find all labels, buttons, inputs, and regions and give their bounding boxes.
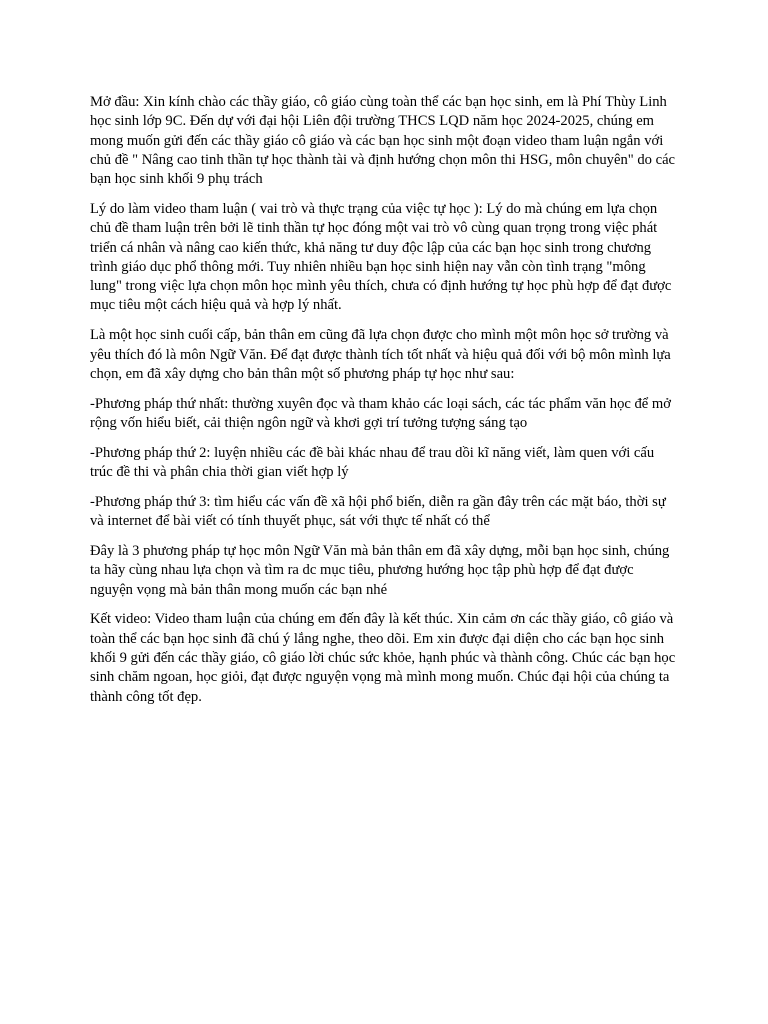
paragraph-method-3: -Phương pháp thứ 3: tìm hiểu các vấn đề xã hội phổ biến, diễn ra gần đây trên các mặt báo, thời sự và internet để bài viết có tính thuyết phục, sát với thực tế nhất có thể <box>90 493 666 530</box>
paragraph-reason: Lý do làm video tham luận ( vai trò và thực trạng của việc tự học ): Lý do mà chúng em lựa chọn chủ đề tham luận trên bởi lẽ tinh thần tự học đóng một vai trò vô cùng quan trọng trong việc phát triển cá nhân và nâng cao kiến thức, khả năng tư duy độc lập của các bạn học sinh trong chương trình giáo dục phổ thông mới. Tuy nhiên nhiều bạn học sinh hiện nay vẫn còn tình trạng "mông lung" trong việc lựa chọn môn học mình yêu thích, chưa có định hướng tự học phù hợp để đạt được mục tiêu một cách hiệu quả và hợp lý nhất. <box>90 200 672 314</box>
paragraph-method-1: -Phương pháp thứ nhất: thường xuyên đọc và tham khảo các loại sách, các tác phẩm văn học để mở rộng vốn hiểu biết, cải thiện ngôn ngữ và khơi gợi trí tưởng tượng sáng tạo <box>90 395 671 431</box>
paragraph-summary: Đây là 3 phương pháp tự học môn Ngữ Văn mà bản thân em đã xây dựng, mỗi bạn học sinh, chúng ta hãy cùng nhau lựa chọn và tìm ra dc mục tiêu, phương hướng học tập phù hợp để đạt được nguyện vọng mà bản thân mong muốn các bạn nhé <box>90 542 670 598</box>
paragraph-method-2: -Phương pháp thứ 2: luyện nhiều các đề bài khác nhau để trau dồi kĩ năng viết, làm quen với cấu trúc đề thi và phân chia thời gian viết hợp lý <box>90 444 655 481</box>
paragraph-personal-choice: Là một học sinh cuối cấp, bản thân em cũng đã lựa chọn được cho mình một môn học sở trường và yêu thích đó là môn Ngữ Văn. Để đạt được thành tích tốt nhất và hiệu quả đối với bộ môn mình lựa chọn, em đã xây dựng cho bản thân một số phương pháp tự học như sau: <box>90 327 671 382</box>
document-body <box>90 93 680 717</box>
paragraph-conclusion: Kết video: Video tham luận của chúng em đến đây là kết thúc. Xin cảm ơn các thầy giáo, cô giáo và toàn thể các bạn học sinh đã chú ý lắng nghe, theo dõi. Em xin được đại diện cho các bạn học sinh khối 9 gửi đến các thầy giáo, cô giáo lời chúc sức khỏe, hạnh phúc và thành công. Chúc các bạn học sinh chăm ngoan, học giỏi, đạt được nguyện vọng mà mình mong muốn. Chúc đại hội của chúng ta thành công tốt đẹp. <box>90 611 676 705</box>
paragraph-intro: Mở đầu: Xin kính chào các thầy giáo, cô giáo cùng toàn thể các bạn học sinh, em là Phí Thùy Linh học sinh lớp 9C. Đến dự với đại hội Liên đội trường THCS LQD năm học 2024-2025, chúng em mong muốn gửi đến các thầy giáo cô giáo và các bạn học sinh một đoạn video tham luận ngắn với chủ đề " Nâng cao tinh thần tự học thành tài và định hướng chọn môn thi HSG, môn chuyên" do các bạn học sinh khối 9 phụ trách <box>90 94 676 188</box>
